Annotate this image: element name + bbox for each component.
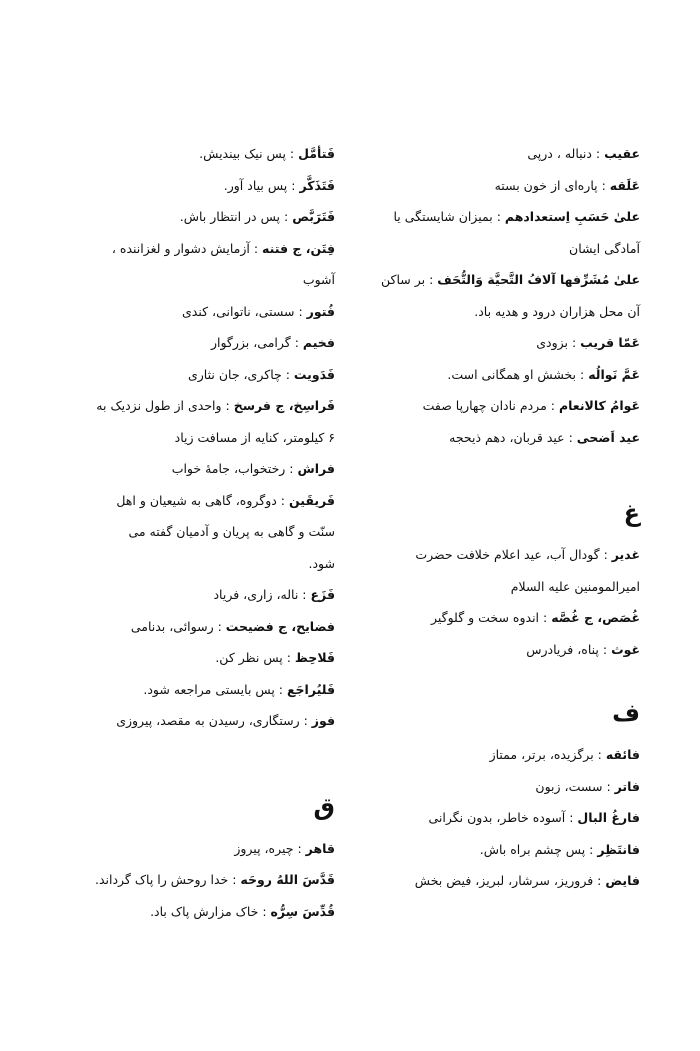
glossary-entry — [45, 705, 335, 737]
entry-headword: فارغُ البال — [577, 810, 640, 825]
entry-definition: : چیره، پیروز — [234, 840, 306, 856]
entry-definition: : عید قربان، دهم ذیحجه — [449, 429, 577, 445]
entry-definition: : بخشش او همگانی است. — [447, 366, 589, 382]
glossary-entry — [340, 264, 640, 296]
glossary-entry — [340, 602, 640, 634]
entry-definition: : چاکری، جان نثاری — [187, 366, 294, 382]
entry-definition: : دوگروه، گاهی به شیعیان و اهل — [116, 492, 289, 508]
glossary-entry — [340, 865, 640, 897]
entry-headword: فَراسِخ، ج فرسخ — [233, 398, 335, 413]
entry-definition: شود. — [308, 555, 335, 571]
right-group-f — [340, 739, 640, 897]
entry-definition: : پس بیاد آور. — [223, 177, 300, 193]
entry-headword: فائقه — [605, 747, 640, 762]
entry-definition: سنّت و گاهی به پریان و آدمیان گفته می — [128, 524, 335, 539]
glossary-entry-continuation — [45, 422, 335, 454]
glossary-entry — [45, 170, 335, 202]
entry-definition: : آسوده خاطر، بدون نگرانی — [428, 810, 578, 825]
entry-headword: عَوامُ کالانعام — [558, 398, 640, 413]
glossary-entry — [45, 201, 335, 233]
entry-headword: عَمّا قریب — [580, 335, 640, 350]
entry-headword: فُتور — [306, 303, 335, 319]
entry-headword: غوث — [611, 641, 640, 657]
glossary-entry-continuation — [340, 296, 640, 328]
entry-definition: : پس در انتظار باش. — [179, 209, 293, 224]
entry-headword: فضایح، ج فضیحت — [225, 618, 335, 634]
left-group-f — [45, 138, 335, 737]
glossary-entry — [45, 864, 335, 896]
entry-definition: : پس بایستی مراجعه شود. — [143, 681, 287, 697]
entry-headword: قُدِّسَ سِرُّه — [270, 903, 335, 919]
right-column — [340, 138, 640, 897]
entry-definition: : بمیزان شایستگی یا — [393, 209, 505, 224]
right-group-gh — [340, 539, 640, 665]
glossary-entry — [340, 422, 640, 454]
entry-definition: : پس چشم براه باش. — [479, 841, 598, 857]
glossary-entry — [340, 390, 640, 422]
entry-headword: فاتر — [614, 778, 640, 794]
entry-definition: : سست، زبون — [535, 778, 615, 794]
entry-headword: فوز — [311, 713, 335, 728]
entry-headword: قَدَّسَ اللهُ روحَه — [240, 872, 335, 887]
glossary-entry — [45, 896, 335, 928]
entry-definition: آمادگی ایشان — [569, 240, 640, 256]
entry-definition: : پاره‌ای از خون بسته — [494, 177, 610, 193]
glossary-entry — [45, 296, 335, 328]
entry-definition: : اندوه سخت و گلوگیر — [430, 610, 552, 625]
glossary-entry — [340, 359, 640, 391]
entry-definition: آشوب — [302, 272, 335, 287]
entry-definition: : واحدی از طول نزدیک به — [96, 398, 234, 413]
entry-headword: علیٰ مُشَرِّفها آلافُ التَّحیَّة وَالتُّحَف — [437, 272, 640, 287]
entry-definition: : سستی، ناتوانی، کندی — [182, 303, 307, 319]
entry-definition: آن محل هزاران درود و هدیه باد. — [474, 303, 640, 319]
glossary-entry — [45, 453, 335, 485]
section-letter-q: ق — [313, 792, 335, 821]
entry-definition: : برگزیده، برتر، ممتاز — [489, 747, 606, 762]
entry-headword: فَدَویت — [293, 366, 335, 382]
glossary-entry-continuation — [340, 233, 640, 265]
glossary-entry — [45, 138, 335, 170]
glossary-entry-continuation — [45, 264, 335, 296]
entry-definition: امیرالمومنین علیه السلام — [510, 578, 640, 594]
entry-headword: فَتَرَبَّص — [292, 209, 335, 224]
entry-definition: : آزمایش دشوار و لغزاننده ، — [111, 240, 263, 256]
entry-definition: : بزودی — [536, 335, 581, 350]
glossary-entry — [45, 390, 335, 422]
entry-definition: : دنباله ، درپی — [527, 146, 605, 161]
glossary-entry — [340, 739, 640, 771]
section-letter-f: ف — [612, 699, 640, 727]
glossary-entry — [340, 201, 640, 233]
entry-definition: : گرامی، بزرگوار — [210, 335, 303, 350]
entry-headword: فخیم — [302, 335, 335, 350]
entry-headword: فَزَع — [310, 587, 335, 602]
entry-headword: فَتأمَّل — [298, 146, 335, 161]
entry-definition: : بر ساکن — [381, 272, 438, 287]
entry-headword: عَمَّ نَوالُه — [588, 366, 640, 382]
glossary-entry — [45, 359, 335, 391]
section-letter-gh: غ — [623, 499, 640, 527]
entry-headword: عَلَقه — [609, 177, 640, 193]
entry-headword: عقیب — [604, 146, 640, 161]
entry-definition: : خدا روحش را پاک گرداند. — [94, 872, 241, 887]
entry-headword: فراش — [297, 461, 335, 476]
entry-headword: غدیر — [611, 547, 640, 562]
entry-definition: : رسوائی، بدنامی — [130, 618, 226, 634]
entry-headword: عید اَضحی — [576, 429, 640, 445]
entry-definition: : پس نظر کن. — [215, 650, 295, 665]
glossary-entry — [340, 771, 640, 803]
glossary-entry-continuation — [340, 571, 640, 603]
entry-headword: فَلاحِظ — [294, 650, 335, 665]
left-group-q — [45, 833, 335, 928]
left-column — [45, 138, 335, 927]
entry-definition: : خاک مزارش پاک باد. — [150, 903, 271, 919]
entry-headword: قاهر — [305, 840, 335, 856]
entry-definition: : پناه، فریادرس — [526, 641, 612, 657]
entry-definition: : ناله، زاری، فریاد — [213, 587, 311, 602]
glossary-entry — [340, 170, 640, 202]
glossary-entry — [45, 674, 335, 706]
glossary-entry-continuation — [45, 548, 335, 580]
glossary-entry — [340, 834, 640, 866]
entry-definition: : گودال آب، عید اعلام خلافت حضرت — [415, 547, 612, 562]
glossary-entry — [45, 833, 335, 865]
entry-headword: فَتَذَکَّر — [299, 177, 335, 193]
glossary-entry-continuation — [45, 516, 335, 548]
glossary-entry — [45, 579, 335, 611]
entry-definition: : رستگاری، رسیدن به مقصد، پیروزی — [116, 713, 312, 728]
glossary-entry — [45, 327, 335, 359]
glossary-entry — [340, 138, 640, 170]
glossary-entry — [45, 485, 335, 517]
glossary-entry — [45, 611, 335, 643]
entry-headword: فَلیُراجَع — [287, 681, 335, 697]
right-group-ain — [340, 138, 640, 453]
entry-headword: غُصَص، ج غُصَّه — [551, 610, 640, 625]
entry-definition: : رختخواب، جامهٔ خواب — [171, 461, 298, 476]
glossary-entry — [340, 634, 640, 666]
glossary-entry — [340, 802, 640, 834]
entry-headword: فَریقَین — [288, 492, 335, 508]
glossary-entry — [340, 539, 640, 571]
entry-definition: ۶ کیلومتر، کنایه از مسافت زیاد — [174, 429, 335, 445]
entry-definition: : پس نیک بیندیش. — [199, 146, 299, 161]
glossary-entry — [340, 327, 640, 359]
glossary-entry — [45, 642, 335, 674]
entry-definition: : مردم نادان چهارپا صفت — [422, 398, 559, 413]
entry-headword: علیٰ حَسَبِ اِستعدادهم — [504, 209, 640, 224]
entry-definition: : فروریز، سرشار، لبریز، فیض بخش — [414, 873, 606, 888]
entry-headword: فایض — [605, 873, 640, 888]
entry-headword: فانتَظِر — [597, 841, 640, 857]
glossary-entry — [45, 233, 335, 265]
entry-headword: فِتَن، ج فتنه — [262, 240, 335, 256]
